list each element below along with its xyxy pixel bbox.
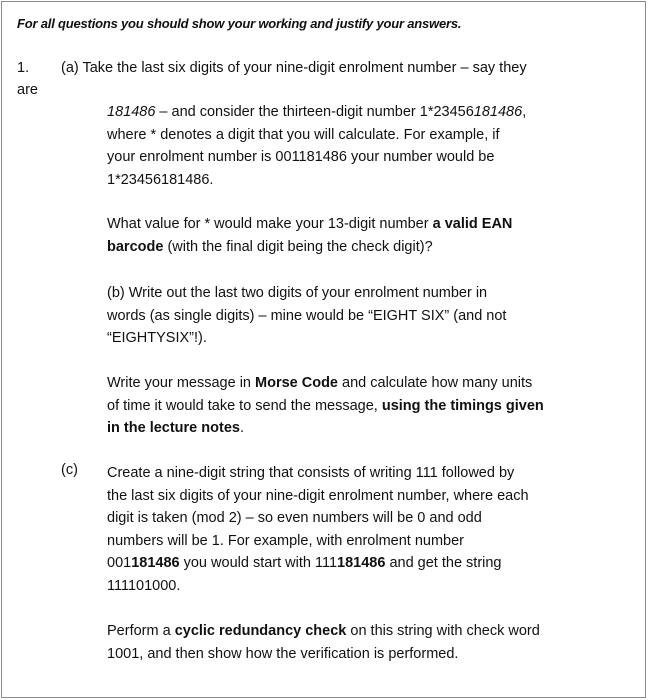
- question-number: 1.: [17, 60, 30, 76]
- part-c-label: (c): [61, 462, 78, 478]
- part-c-paragraph-2: Perform a cyclic redundancy check on this string with check word 1001, and then show how the verification is performed.: [107, 623, 540, 662]
- part-b-paragraph-2: Write your message in Morse Code and calculate how many units of time it would take to send the message, using the timings given in the lecture notes.: [107, 375, 544, 436]
- part-a-heading: (a) Take the last six digits of your nine-digit enrolment number – say they: [61, 60, 527, 76]
- part-a-paragraph-2: What value for * would make your 13-digit number a valid EAN barcode (with the final digit being the check digit)?: [107, 216, 513, 255]
- part-a-continuation: are: [17, 82, 38, 98]
- part-a-paragraph-1: 181486 – and consider the thirteen-digit number 1*23456181486, where * denotes a digit that you will calculate. For example, if your enrolment number is 001181486 your number would be 1*23456181486.: [107, 104, 527, 188]
- part-b-paragraph-1: (b) Write out the last two digits of your enrolment number in words (as single digits) – mine would be “EIGHT SIX” (and not “EIGHTYSIX”!).: [107, 285, 507, 346]
- instructions-text: For all questions you should show your working and justify your answers.: [17, 16, 462, 31]
- enrolment-digits-example: 181486: [107, 104, 156, 120]
- part-c-paragraph-1: Create a nine-digit string that consists of writing 111 followed by the last six digits of your nine-digit enrolment number, where each digit is taken (mod 2) – so even numbers will be 0 and odd numbers will be 1. For example, with enrolment number 001181486 you would start with 111181486 and get the string 111101000.: [107, 465, 529, 594]
